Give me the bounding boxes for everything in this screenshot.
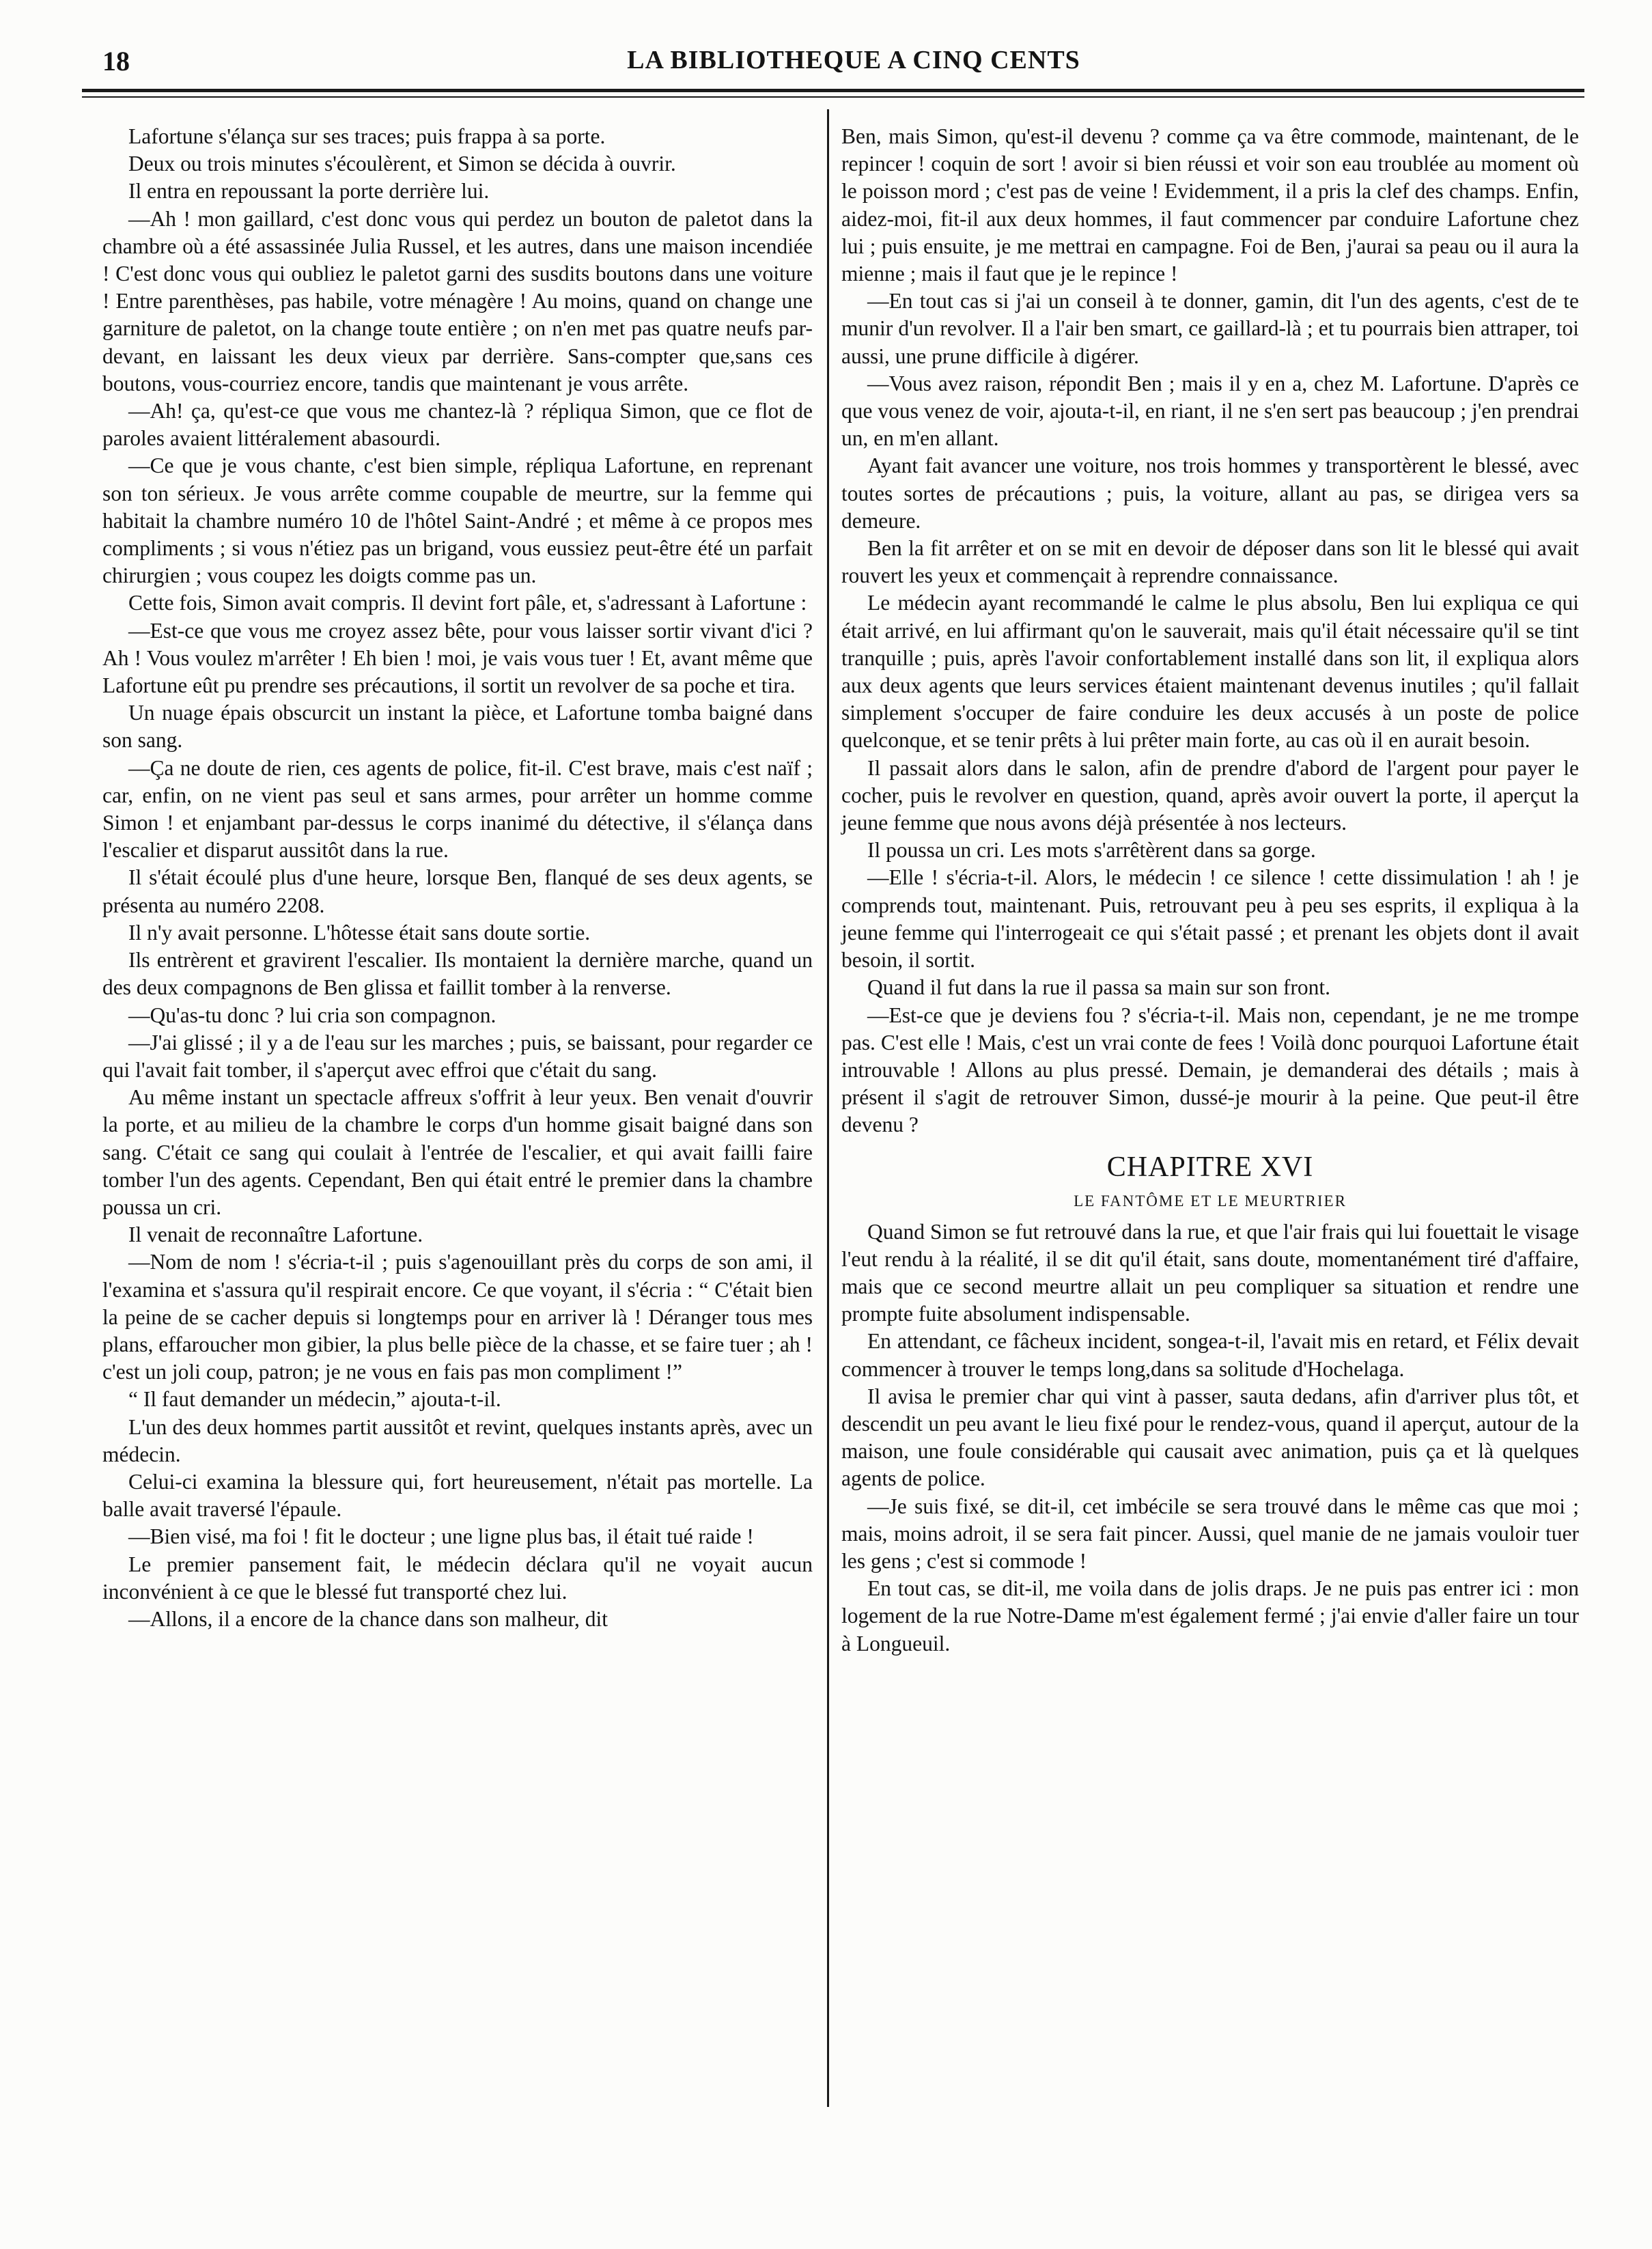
header-rule-thick — [82, 89, 1584, 92]
paragraph: Il entra en repoussant la porte derrière lui. — [128, 179, 490, 204]
paragraph: Quand Simon se fut retrouvé dans la rue, et que l'air frais qui lui fouettait le visage l'eut rendu à la réalité, il se dit qu'il était, sans doute, momentanément tiré d'affaire, mais que ce second meurtre allait un peu compliquer sa situation et rendre une prompte fuite absolument indispensable. — [841, 1219, 1579, 1326]
running-title: LA BIBLIOTHEQUE A CINQ CENTS — [627, 46, 1080, 74]
paragraph: —Je suis fixé, se dit-il, cet imbécile se sera trouvé dans le même cas que moi ; mais, moins adroit, il se sera fait pincer. Aussi, quel manie de ne jamais vouloir tuer les gens ; c'est si commode ! — [841, 1494, 1579, 1573]
paragraph: Deux ou trois minutes s'écoulèrent, et Simon se décida à ouvrir. — [128, 152, 676, 176]
paragraph: —Elle ! s'écria-t-il. Alors, le médecin ! ce silence ! cette dissimulation ! ah ! je comprends tout, maintenant. Puis, retrouvant peu à peu ses esprits, il expliqua à la jeune femme qui l'interrogeait ce qui s'était passé ; et prenant les objets dont il avait besoin, il sortit. — [841, 865, 1579, 973]
right-column — [841, 123, 1579, 1658]
column-divider — [827, 109, 829, 2107]
paragraph: —Vous avez raison, répondit Ben ; mais il y en a, chez M. Lafortune. D'après ce que vous venez de voir, ajouta-t-il, en riant, il ne s'en sert pas beaucoup ; j'en prendrai un, en m'en allant. — [841, 371, 1579, 451]
paragraph: Ils entrèrent et gravirent l'escalier. Ils montaient la dernière marche, quand un des deux compagnons de Ben glissa et faillit tomber à la renverse. — [102, 948, 813, 1000]
paragraph: Il n'y avait personne. L'hôtesse était sans doute sortie. — [128, 920, 591, 945]
paragraph: Un nuage épais obscurcit un instant la pièce, et Lafortune tomba baigné dans son sang. — [102, 701, 813, 753]
paragraph: En tout cas, se dit-il, me voila dans de jolis draps. Je ne puis pas entrer ici : mon logement de la rue Notre-Dame m'est également fermé ; j'ai envie d'aller faire un tour à Longueuil. — [841, 1576, 1579, 1656]
paragraph: Celui-ci examina la blessure qui, fort heureusement, n'était pas mortelle. La balle avait traversé l'épaule. — [102, 1469, 813, 1522]
paragraph: —Est-ce que je deviens fou ? s'écria-t-il. Mais non, cependant, je ne me trompe pas. C'est elle ! Mais, c'est un vrai conte de fees ! Voilà donc pourquoi Lafortune était introuvable ! Allons au plus pressé. Demain, je demanderai des détails ; mais à présent il s'agit de retrouver Simon, dussé-je mourir à la peine. Que peut-il être devenu ? — [841, 1003, 1579, 1137]
paragraph: —Bien visé, ma foi ! fit le docteur ; une ligne plus bas, il était tué raide ! — [128, 1524, 754, 1549]
chapter-title: CHAPITRE XVI — [1106, 1151, 1314, 1183]
paragraph: En attendant, ce fâcheux incident, songea-t-il, l'avait mis en retard, et Félix devait commencer à trouver le temps long,dans sa solitude d'Hochelaga. — [841, 1329, 1579, 1381]
paragraph: Ben, mais Simon, qu'est-il devenu ? comme ça va être commode, maintenant, de le repincer ! coquin de sort ! avoir si bien réussi et voir son eau troublée au moment où le poisson mord ; c'est pas de veine ! Evidemment, il a pris la clef des champs. Enfin, aidez-moi, fit-il aux deux hommes, il faut commencer par conduire Lafortune chez lui ; puis ensuite, je me mettrai en campagne. Foi de Ben, j'aurai sa peau ou il aura la mienne ; mais il faut que je le repince ! — [841, 124, 1579, 286]
paragraph: Il passait alors dans le salon, afin de prendre d'abord de l'argent pour payer le cocher, puis le revolver en question, quand, après avoir ouvert la porte, il aperçut la jeune femme que nous avons déjà présentée à nos lecteurs. — [841, 755, 1579, 835]
paragraph: Il avisa le premier char qui vint à passer, sauta dedans, afin d'arriver plus tôt, et descendit un peu avant le lieu fixé pour le rendez-vous, quand il aperçut, autour de la maison, une foule considérable qui causait avec animation, puis ça et là quelques agents de police. — [841, 1384, 1579, 1491]
header-rule-thin — [82, 96, 1584, 98]
paragraph: Cette fois, Simon avait compris. Il devint fort pâle, et, s'adressant à Lafortune : — [128, 591, 807, 615]
paragraph: Ayant fait avancer une voiture, nos trois hommes y transportèrent le blessé, avec toutes sortes de précautions ; puis, la voiture, allant au pas, se dirigea vers sa demeure. — [841, 453, 1579, 533]
paragraph: Le premier pansement fait, le médecin déclara qu'il ne voyait aucun inconvénient à ce que le blessé fut transporté chez lui. — [102, 1552, 813, 1604]
page-header — [102, 45, 1578, 86]
paragraph: —Qu'as-tu donc ? lui cria son compagnon. — [128, 1003, 496, 1027]
paragraph: —Ah! ça, qu'est-ce que vous me chantez-là ? répliqua Simon, que ce flot de paroles avaient littéralement abasourdi. — [102, 399, 813, 451]
paragraph: —En tout cas si j'ai un conseil à te donner, gamin, dit l'un des agents, c'est de te munir d'un revolver. Il a l'air ben smart, ce gaillard-là ; et tu pourrais bien attraper, toi aussi, une prune difficile à digérer. — [841, 289, 1579, 368]
paragraph: Il venait de reconnaître Lafortune. — [128, 1223, 423, 1247]
paragraph: Il s'était écoulé plus d'une heure, lorsque Ben, flanqué de ses deux agents, se présenta au numéro 2208. — [102, 865, 813, 917]
paragraph: “ Il faut demander un médecin,” ajouta-t-il. — [128, 1387, 501, 1412]
paragraph: —Nom de nom ! s'écria-t-il ; puis s'agenouillant près du corps de son ami, il l'examina et s'assura qu'il respirait encore. Ce que voyant, il s'écria : “ C'était bien la peine de se cacher depuis si longtemps pour en arriver là ! Déranger tous mes plans, effaroucher mon gibier, la plus belle pièce de la chasse, et se faire tuer ; ah ! c'est un joli coup, patron; je ne vous en fais pas mon compliment !” — [102, 1250, 813, 1384]
paragraph: —Est-ce que vous me croyez assez bête, pour vous laisser sortir vivant d'ici ? Ah ! Vous voulez m'arrêter ! Eh bien ! moi, je vais vous tuer ! Et, avant même que Lafortune eût pu prendre ses précautions, il sortit un revolver de sa poche et tira. — [102, 618, 813, 698]
chapter-subtitle: LE FANTÔME ET LE MEURTRIER — [1074, 1192, 1347, 1210]
paragraph: Quand il fut dans la rue il passa sa main sur son front. — [867, 975, 1330, 1000]
left-column — [102, 123, 813, 1633]
paragraph: Il poussa un cri. Les mots s'arrêtèrent dans sa gorge. — [867, 838, 1316, 863]
paragraph: —Ce que je vous chante, c'est bien simple, répliqua Lafortune, en reprenant son ton sérieux. Je vous arrête comme coupable de meurtre, sur la femme qui habitait la chambre numéro 10 de l'hôtel Saint-André ; et même à ce propos mes compliments ; si vous n'étiez pas un brigand, vous eussiez peut-être été un parfait chirurgien ; vous coupez les doigts comme pas un. — [102, 453, 813, 588]
paragraph: Lafortune s'élança sur ses traces; puis frappa à sa porte. — [128, 124, 606, 148]
paragraph: —J'ai glissé ; il y a de l'eau sur les marches ; puis, se baissant, pour regarder ce qui l'avait fait tomber, il s'aperçut avec effroi que c'était du sang. — [102, 1030, 813, 1082]
page-number: 18 — [102, 46, 130, 76]
paragraph: —Allons, il a encore de la chance dans son malheur, dit — [128, 1606, 608, 1631]
paragraph: Ben la fit arrêter et on se mit en devoir de déposer dans son lit le blessé qui avait rouvert les yeux et commençait à reprendre connaissance. — [841, 536, 1579, 588]
paragraph: Au même instant un spectacle affreux s'offrit à leur yeux. Ben venait d'ouvrir la porte, et au milieu de la chambre le corps d'un homme gisait baigné dans son sang. C'était ce sang qui coulait à l'entrée de l'escalier, et qui avait failli faire tomber l'un des agents. Cependant, Ben qui était entré le premier dans la chambre poussa un cri. — [102, 1085, 813, 1219]
paragraph: Le médecin ayant recommandé le calme le plus absolu, Ben lui expliqua ce qui était arrivé, en lui affirmant qu'on le sauverait, mais qu'il était nécessaire qu'il se tint tranquille ; puis, après l'avoir confortablement installé dans son lit, il expliqua alors aux deux agents que leurs services étaient maintenant devenus inutiles ; qu'il fallait simplement s'occuper de faire conduire les deux accusés à un poste de police quelconque, et se tenir prêts à lui prêter main forte, au cas où il en aurait besoin. — [841, 591, 1579, 753]
paragraph: L'un des deux hommes partit aussitôt et revint, quelques instants après, avec un médecin. — [102, 1414, 813, 1466]
paragraph: —Ça ne doute de rien, ces agents de police, fit-il. C'est brave, mais c'est naïf ; car, enfin, on ne vient pas seul et sans armes, pour arrêter un homme comme Simon ! et enjambant par-dessus le corps inanimé du détective, il s'élança dans l'escalier et disparut aussitôt dans la rue. — [102, 755, 813, 863]
paragraph: —Ah ! mon gaillard, c'est donc vous qui perdez un bouton de paletot dans la chambre où a été assassinée Julia Russel, et les autres, dans une maison incendiée ! C'est donc vous qui oubliez le paletot garni des susdits boutons dans une voiture ! Entre parenthèses, pas habile, votre ménagère ! Au moins, quand on change une garniture de paletot, on la change toute entière ; on n'en met pas quatre neufs par-devant, en laissant les deux vieux par derrière. Sans-compter que,sans ces boutons, vous-courriez encore, tandis que maintenant je vous arrête. — [102, 206, 813, 395]
